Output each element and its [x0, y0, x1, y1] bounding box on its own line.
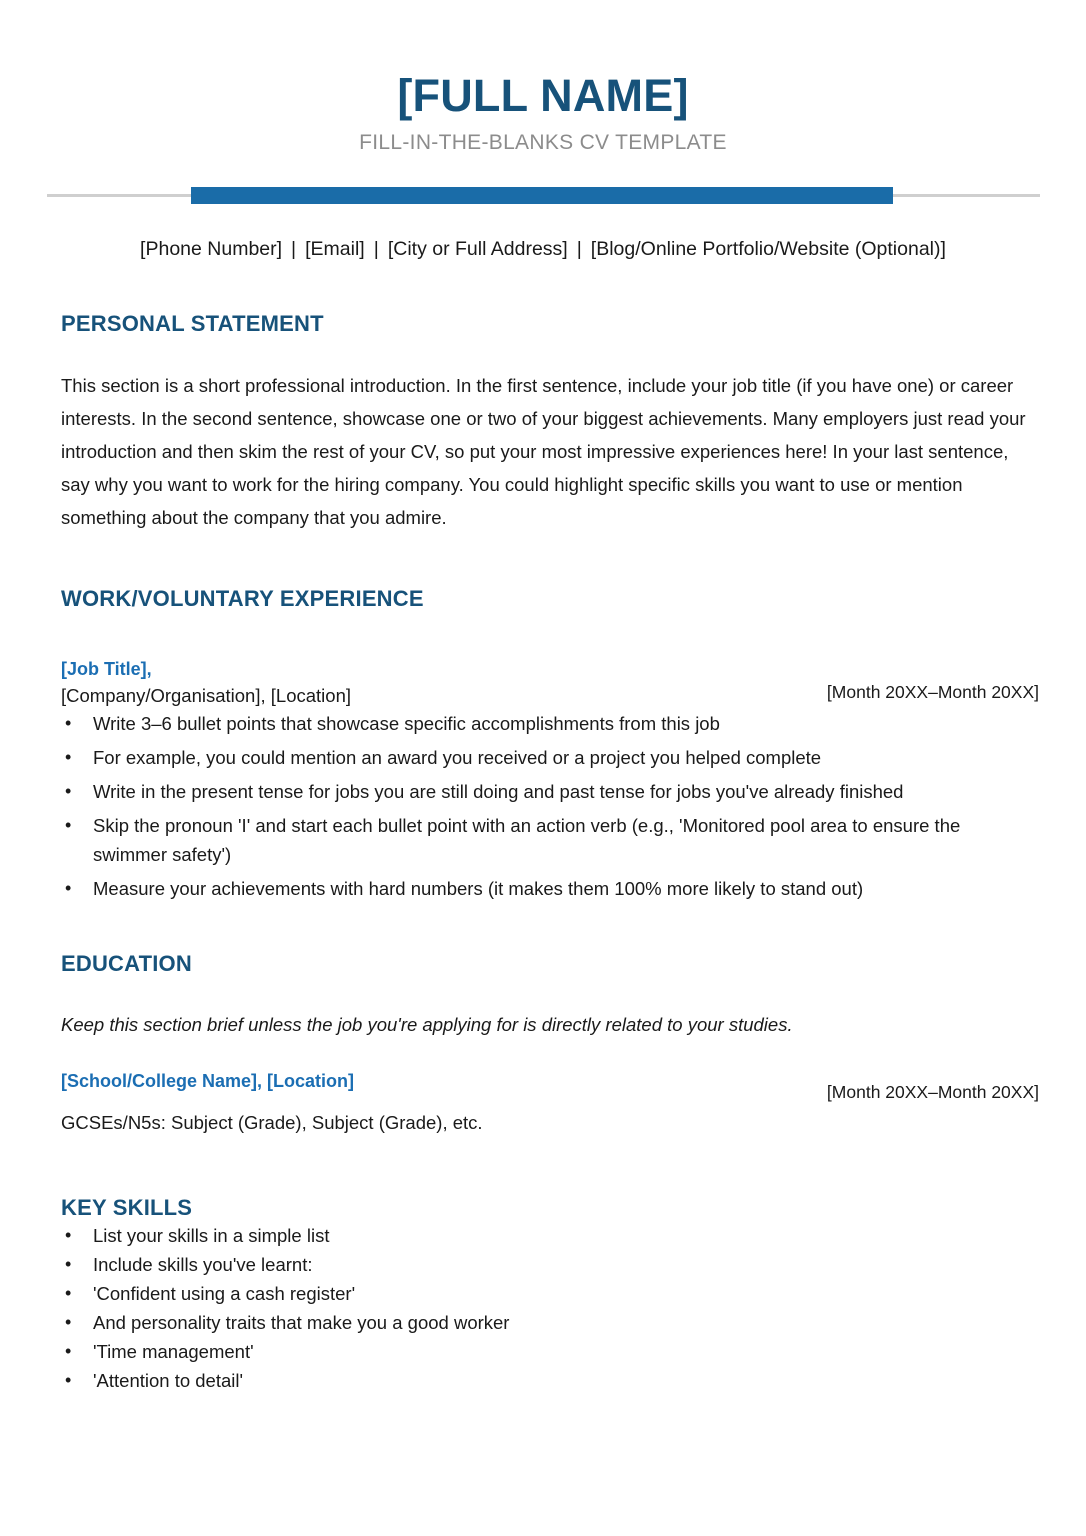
section-education	[61, 951, 1039, 1139]
personal-statement-text: This section is a short professional introduction. In the first sentence, include your job title (if you have one) or career interests. In the second sentence, showcase one or two of your biggest achievements. Many employers just read your introduction and then skim the rest of your CV, so put your most impressive experiences here! In your last sentence, say why you want to work for the hiring company. You could highlight specific skills you want to use or mention something about the company that you admire.	[61, 374, 1026, 528]
document-header	[0, 0, 1086, 155]
education-entry-detail: GCSEs/N5s: Subject (Grade), Subject (Grade), etc.	[61, 1111, 483, 1133]
section-work-experience	[61, 586, 1039, 903]
education-entry	[61, 1068, 1039, 1102]
contact-email: [Email]	[305, 237, 365, 260]
document-subtitle: FILL-IN-THE-BLANKS CV TEMPLATE	[359, 130, 727, 154]
work-experience-entry	[61, 656, 1039, 709]
work-entry-date-range: [Month 20XX–Month 20XX]	[826, 681, 1039, 702]
work-entry-company-location: [Company/Organisation], [Location]	[61, 684, 351, 706]
contact-line	[0, 238, 1086, 261]
section-heading-key-skills: KEY SKILLS	[61, 1194, 193, 1220]
list-item: • Include skills you've learnt:	[61, 1250, 1039, 1279]
contact-separator: |	[373, 237, 379, 260]
list-item: • Measure your achievements with hard numbers (it makes them 100% more likely to stand out)	[61, 874, 1023, 903]
page-title: [FULL NAME]	[397, 70, 689, 121]
list-item: • 'Time management'	[61, 1337, 1039, 1366]
education-note: Keep this section brief unless the job you're applying for is directly related to your studies.	[61, 1013, 793, 1035]
list-item: • For example, you could mention an award you received or a project you helped complete	[61, 743, 1023, 772]
contact-website: [Blog/Online Portfolio/Website (Optional)]	[590, 237, 946, 260]
list-item: • Skip the pronoun 'I' and start each bullet point with an action verb (e.g., 'Monitored pool area to ensure the swimmer safety')	[61, 811, 1023, 869]
section-heading-work-experience: WORK/VOLUNTARY EXPERIENCE	[61, 585, 424, 611]
contact-separator: |	[576, 237, 582, 260]
list-item: • 'Confident using a cash register'	[61, 1279, 1039, 1308]
accent-bar	[191, 187, 893, 204]
contact-phone: [Phone Number]	[140, 237, 283, 260]
list-item: • Write 3–6 bullet points that showcase specific accomplishments from this job	[61, 709, 1023, 738]
education-entry-date-range: [Month 20XX–Month 20XX]	[826, 1081, 1039, 1102]
work-entry-job-title: [Job Title],	[61, 658, 152, 679]
section-heading-education: EDUCATION	[61, 950, 192, 976]
list-item: • 'Attention to detail'	[61, 1366, 1039, 1395]
work-experience-bullet-list	[61, 709, 1039, 903]
contact-address: [City or Full Address]	[387, 237, 568, 260]
section-key-skills	[61, 1195, 1039, 1395]
key-skills-bullet-list	[61, 1221, 1039, 1395]
contact-separator: |	[291, 237, 297, 260]
list-item: • List your skills in a simple list	[61, 1221, 1039, 1250]
document-body	[0, 311, 1086, 1395]
header-divider	[0, 185, 1086, 205]
list-item: • And personality traits that make you a good worker	[61, 1308, 1039, 1337]
education-entry-school-location: [School/College Name], [Location]	[61, 1070, 355, 1091]
list-item: • Write in the present tense for jobs you are still doing and past tense for jobs you've already finished	[61, 777, 1023, 806]
section-heading-personal-statement: PERSONAL STATEMENT	[61, 310, 324, 336]
section-personal-statement	[61, 311, 1039, 534]
